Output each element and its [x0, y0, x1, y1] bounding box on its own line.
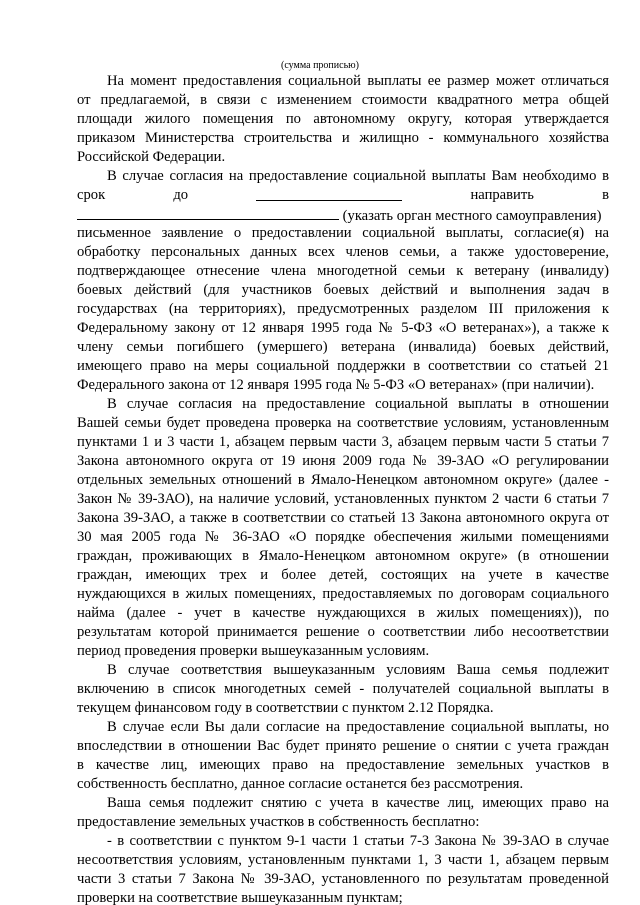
paragraph-line: Закон № 39-ЗАО), на наличие условий, установленных пунктом 2 части 6 статьи 7	[77, 491, 609, 507]
paragraph-line: В случае согласия на предоставление социальной выплаты Вам необходимо в	[107, 168, 609, 184]
paragraph-line: 30 мая 2005 года № 36-ЗАО «О порядке обеспечения жилыми помещениями	[77, 529, 609, 545]
paragraph-line: Закона автономного округа от 19 июня 2009 года № 39-ЗАО «О регулировании	[77, 453, 609, 469]
paragraph-line: период проведения проверки вышеуказанным условиям.	[77, 643, 430, 659]
deadline-word: направить	[470, 187, 534, 203]
paragraph-line: имеющего право на меры социальной поддержки в соответствии со статьей 21	[77, 358, 609, 374]
paragraph-line: от предлагаемой, в связи с изменением стоимости квадратного метра общей	[77, 92, 609, 108]
paragraph-line: в качестве лиц, имеющих право на предоставление земельных участков в	[77, 757, 609, 773]
paragraph-line: - в соответствии с пунктом 9-1 части 1 статьи 7-3 Закона № 39-ЗАО в случае	[107, 833, 609, 849]
paragraph-line: граждан, проживающих в Ямало-Ненецком автономном округе» (в отношении	[77, 548, 609, 564]
paragraph-line: На момент предоставления социальной выплаты ее размер может отличаться	[107, 73, 609, 89]
deadline-row	[77, 186, 609, 205]
paragraph-line: Вашей семьи будет проведена проверка на соответствие условиям, установленным	[77, 415, 609, 431]
paragraph-line: проверки на соответствие вышеуказанным пунктам;	[77, 890, 403, 905]
paragraph-line: найма (далее - учет в качестве нуждающихся в жилых помещениях)), по	[77, 605, 609, 621]
authority-blank	[77, 205, 339, 220]
deadline-word: в	[602, 187, 609, 203]
paragraph-line: граждан, имеющих трех и более детей, состоящих на учете в качестве	[77, 567, 609, 583]
paragraph-line: Ваша семья подлежит снятию с учета в качестве лиц, имеющих право на	[107, 795, 609, 811]
paragraph-line: В случае соответствия вышеуказанным условиям Ваша семья подлежит	[107, 662, 609, 678]
paragraph-line: члену семьи погибшего (умершего) ветерана (инвалида) боевых действий,	[77, 339, 609, 355]
paragraph-line: впоследствии в отношении Вас будет принято решение о снятии с учета граждан	[77, 738, 609, 754]
authority-row	[77, 205, 609, 224]
paragraph-line: приказом Министерства строительства и жилищно - коммунального хозяйства	[77, 130, 609, 146]
paragraph-line: обработку персональных данных всех членов семьи, а также удостоверение,	[77, 244, 609, 260]
paragraph-line: Федеральному закону от 12 января 1995 года № 5-ФЗ «О ветеранах»), а также к	[77, 320, 609, 336]
paragraph-line: собственность бесплатно, данное согласие останется без рассмотрения.	[77, 776, 524, 792]
paragraph-line: результатам которой принимается решение о соответствии либо несоответствии	[77, 624, 609, 640]
paragraph-line: пунктами 1 и 3 части 1, абзацем первым части 3, абзацем первым части 5 статьи 7	[77, 434, 609, 450]
deadline-word: срок	[77, 187, 106, 203]
paragraph-line: включению в список многодетных семей - получателей социальной выплаты в	[77, 681, 609, 697]
paragraph-line: площади жилого помещения по автономному округу, которая утверждается	[77, 111, 609, 127]
paragraph-line: Федерального закона от 12 января 1995 года № 5-ФЗ «О ветеранах» (при наличии).	[77, 377, 595, 393]
paragraph-line: части 3 статьи 7 Закона № 39-ЗАО, установленного по результатам проведенной	[77, 871, 609, 887]
paragraph-line: нуждающихся в жилых помещениях, предоставляемых по договорам социального	[77, 586, 609, 602]
deadline-word: до	[173, 187, 189, 203]
paragraph-line: письменное заявление о предоставлении социальной выплаты, согласие(я) на	[77, 225, 609, 241]
paragraph-line: Закона 39-ЗАО, а также в соответствии со статьей 13 Закона автономного округа от	[77, 510, 609, 526]
paragraph-line: государствах (на территориях), предусмотренных разделом III приложения к	[77, 301, 609, 317]
paragraph-line: подтверждающее отнесение члена многодетной семьи к ветерану (инвалиду)	[77, 263, 609, 279]
paragraph-line: В случае если Вы дали согласие на предоставление социальной выплаты, но	[107, 719, 609, 735]
paragraph-line: предоставление земельных участков в собственность бесплатно:	[77, 814, 480, 830]
amount-in-words-caption: (сумма прописью)	[281, 60, 359, 71]
paragraph-line: Российской Федерации.	[77, 149, 226, 165]
paragraph-line: отдельных земельных отношений в Ямало-Ненецком автономном округе» (далее -	[77, 472, 609, 488]
deadline-date-blank	[256, 186, 402, 201]
paragraph-line: боевых действий (для участников боевых действий и выполнения задач в	[77, 282, 609, 298]
paragraph-line: текущем финансовом году в соответствии с пунктом 2.12 Порядка.	[77, 700, 494, 716]
paragraph-line: В случае согласия на предоставление социальной выплаты в отношении	[107, 396, 609, 412]
paragraph-line: несоответствия условиям, установленным пунктами 1, 3 части 1, абзацем первым	[77, 852, 609, 868]
authority-hint: (указать орган местного самоуправления)	[342, 208, 602, 224]
